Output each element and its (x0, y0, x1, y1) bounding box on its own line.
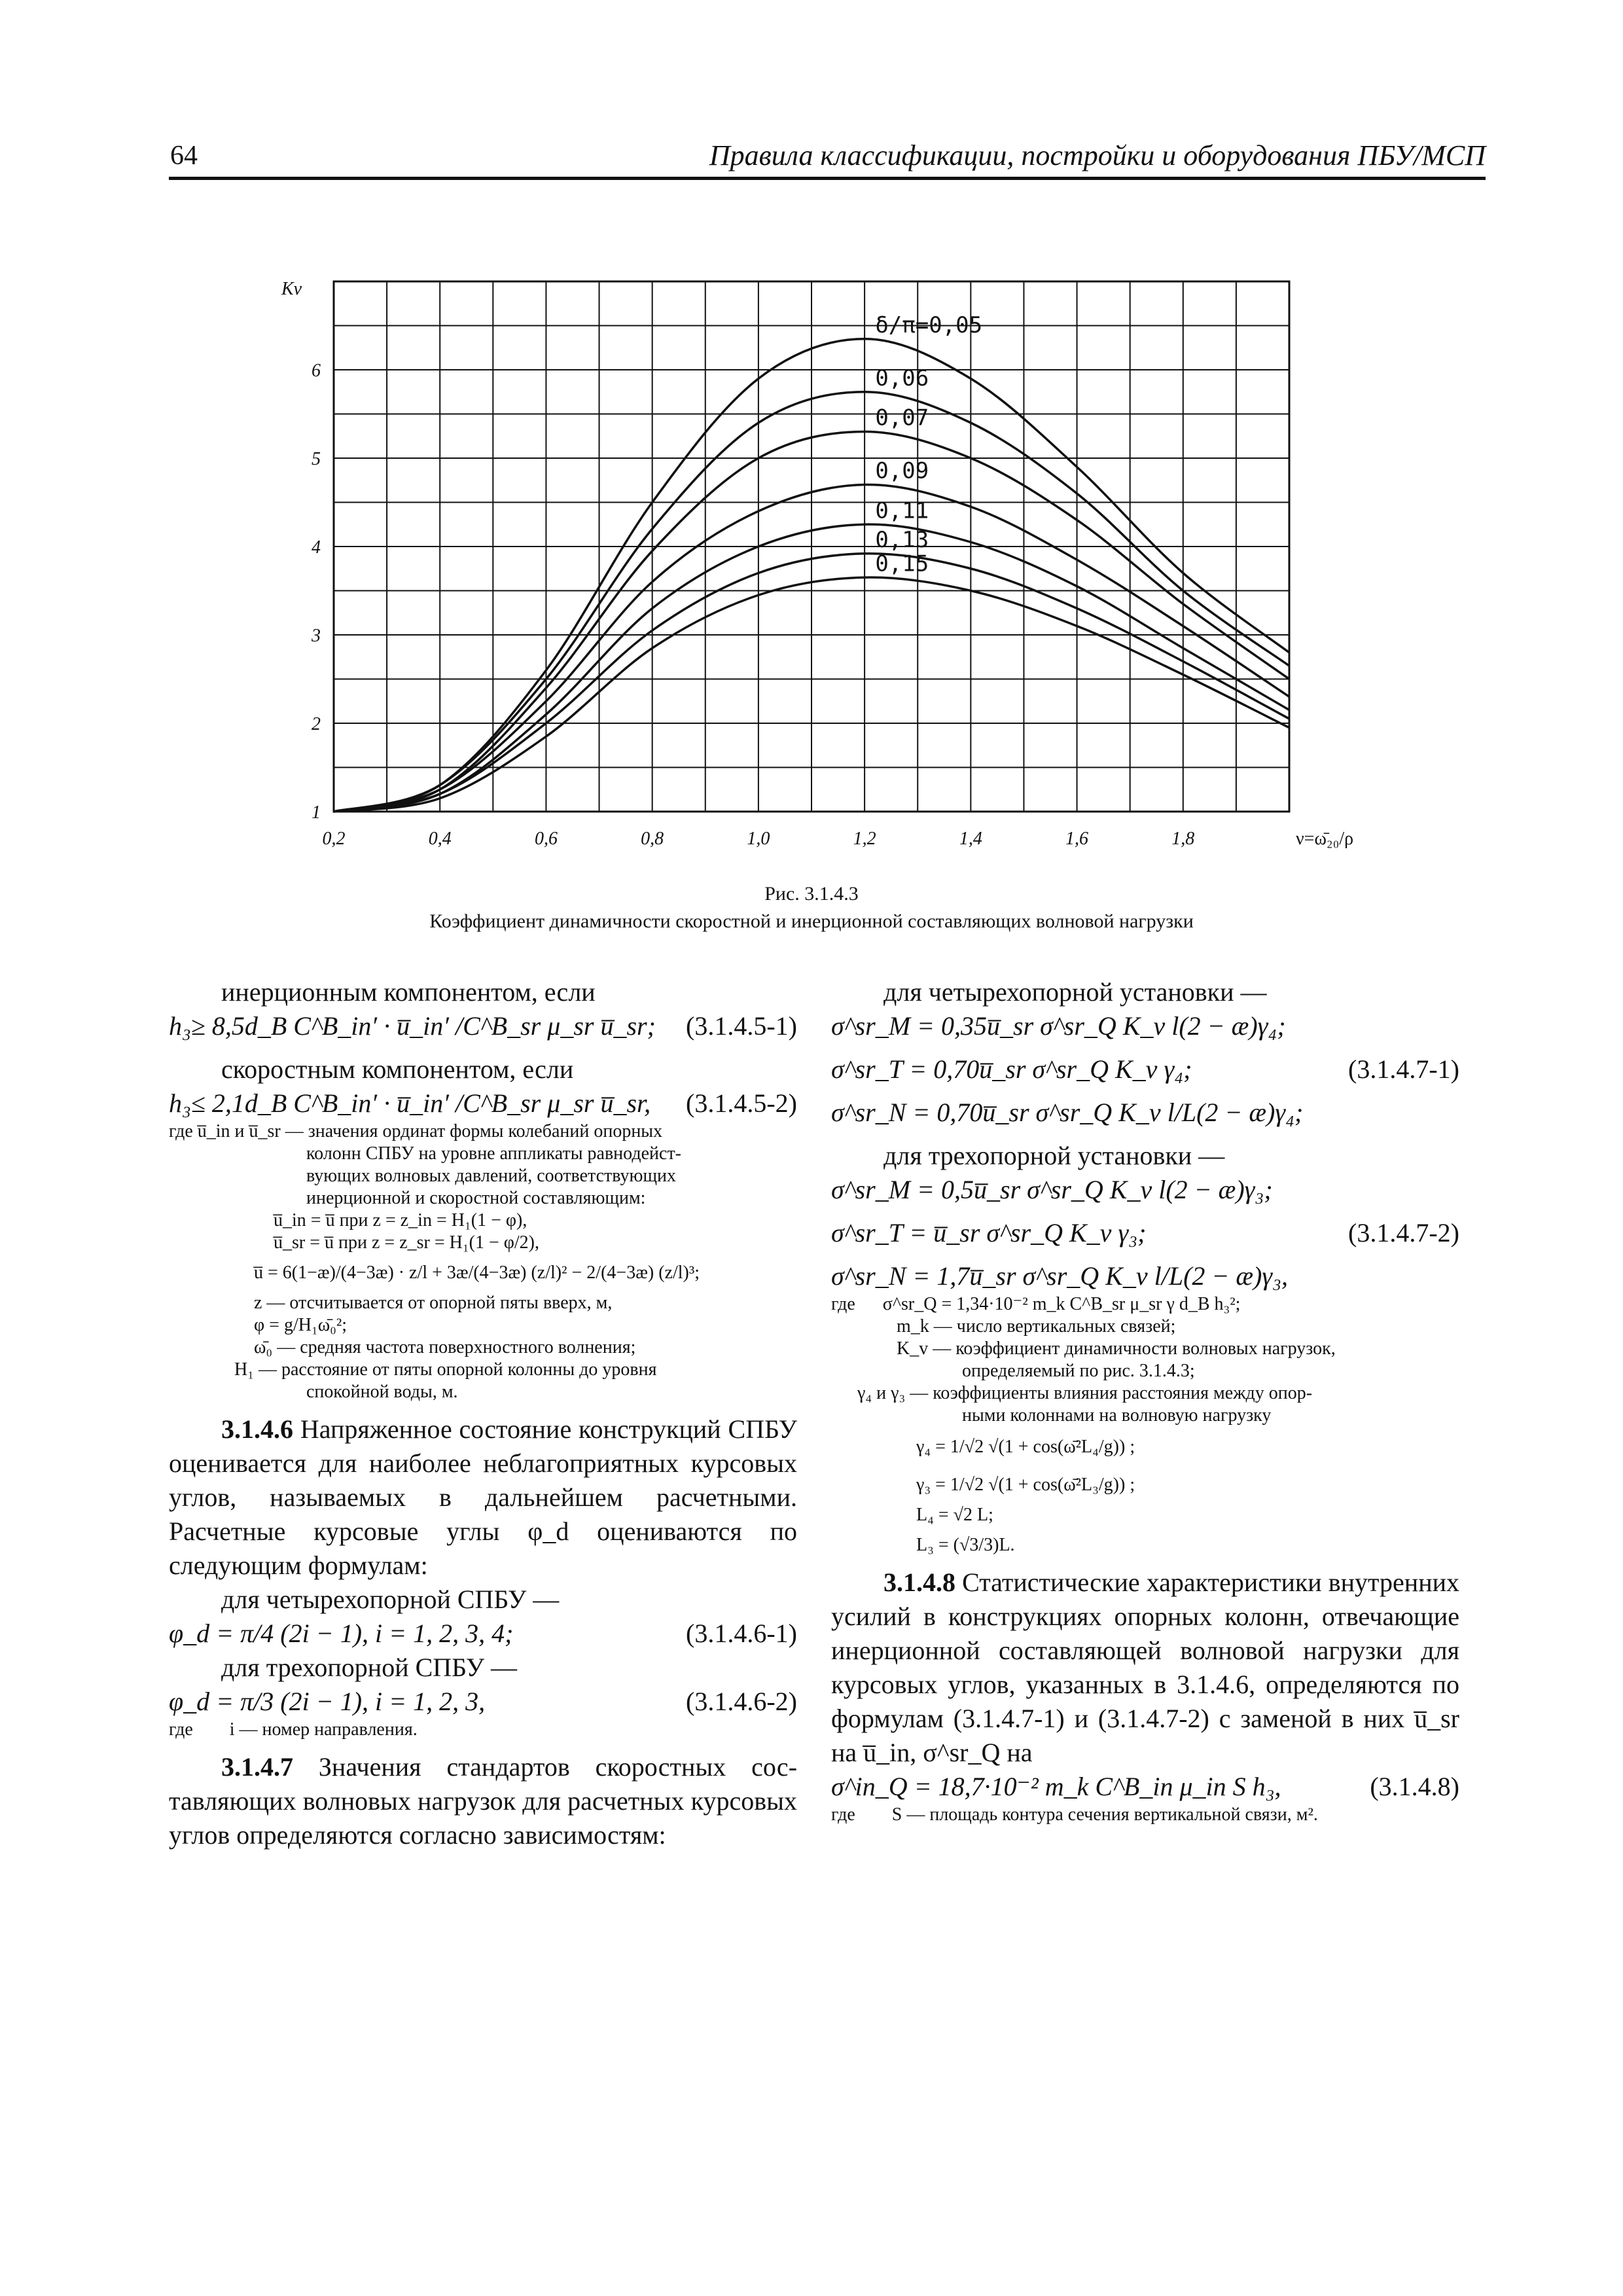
chart-ticks (311, 361, 1194, 849)
x-axis-label: ν=ω̄₂₀/ρ (1296, 829, 1354, 849)
figure-title: Коэффициент динамичности скоростной и инерционной составляющих волновой нагрузки (429, 910, 1194, 932)
where-line: определяемый по рис. 3.1.4.3; (962, 1361, 1195, 1381)
x-tick-label: 1,4 (959, 829, 982, 849)
y-tick-label: 1 (312, 802, 321, 823)
series-label: 0,06 (875, 365, 929, 391)
chart-svg (249, 262, 1387, 864)
where-line: где S — площадь контура сечения вертикальной связи, м². (831, 1804, 1318, 1825)
series-label: 0,09 (875, 457, 929, 484)
formula-line (169, 1009, 797, 1043)
figure-number: Рис. 3.1.4.3 (764, 883, 859, 905)
formula-line (831, 1216, 1459, 1250)
x-tick-label: 1,2 (853, 829, 876, 849)
series-label: 0,13 (875, 526, 929, 553)
where-line: L₃ = (√3/3)L. (916, 1535, 1015, 1555)
paragraph (831, 1566, 1459, 1770)
where-line: K_v — коэффициент динамичности волновых нагрузок, (897, 1338, 1336, 1359)
formula-line (169, 1617, 797, 1651)
equation-number: (3.1.4.7-2) (1348, 1218, 1459, 1247)
where-line: γ₄ и γ₃ — коэффициенты влияния расстояния между опор- (857, 1383, 1313, 1403)
paragraph-text: Значения стандартов скоростных составляющих волновых нагрузок для расчетных курсовых углов определяются согласно зависимостям: (169, 1752, 798, 1850)
equation-number: (3.1.4.6-1) (686, 1619, 797, 1648)
where-line: γ₄ = 1/√2 √(1 + cos(ω̄²L₄/g)) ; (916, 1437, 1135, 1457)
running-title: Правила классификации, постройки и оборудования ПБУ/МСП (709, 139, 1486, 171)
where-block (169, 1121, 797, 1403)
formula: σ^sr_M = 0,5u̅_sr σ^sr_Q K_v l(2 − æ)γ₃; (831, 1175, 1273, 1204)
where-line: L₄ = √2 L; (916, 1505, 993, 1525)
formula-line (831, 1259, 1459, 1293)
paragraph (169, 1412, 797, 1583)
equation-number: (3.1.4.6-2) (686, 1687, 797, 1716)
x-tick-label: 1,0 (747, 829, 770, 849)
paragraph-text: Напряженное состояние конструкций СПБУ оценивается для наиболее неблагоприятных курсовых углов, называемых в дальнейшем расчетными. Расчетные курсовые углы φ_d оцениваются по следующим формулам: (169, 1414, 798, 1580)
formula-line (831, 1009, 1459, 1043)
formula-line (831, 1052, 1459, 1086)
series-label: 0,11 (875, 497, 929, 524)
formula-line (831, 1173, 1459, 1207)
paragraph-text: Статистические характеристики внутренних усилий в конструкциях опорных колонн, отвечающие инерционной составляющей волновой нагрузки для курсовых углов, указанных в 3.1.4.6, определяются по формулам (3.1.4.7-1) и (3.1.4.7-2) с заменой в них u̅_sr на u̅_in, σ^sr_Q на (831, 1568, 1460, 1767)
section-number: 3.1.4.7 (221, 1752, 293, 1782)
formula-line (831, 1096, 1459, 1130)
text-line: инерционным компонентом, если (221, 977, 596, 1007)
right-column (831, 975, 1459, 1826)
where-line: H₁ — расстояние от пяты опорной колонны до уровня (234, 1359, 657, 1380)
where-line: u̅_in = u̅ при z = z_in = H₁(1 − φ), (274, 1210, 527, 1230)
text-line: для четырехопорной СПБУ — (221, 1585, 560, 1614)
left-column (169, 975, 797, 1852)
paragraph (169, 1750, 797, 1852)
where-line: ω̄₀ — средняя частота поверхностного волнения; (254, 1337, 636, 1357)
section-number: 3.1.4.8 (883, 1568, 955, 1597)
x-tick-label: 1,8 (1171, 829, 1195, 849)
formula: σ^sr_N = 1,7u̅_sr σ^sr_Q K_v l/L(2 − æ)γ₃, (831, 1261, 1289, 1291)
x-tick-label: 0,8 (641, 829, 664, 849)
y-tick-label: 2 (312, 714, 321, 734)
text-line: скоростным компонентом, если (221, 1054, 574, 1084)
where-line: где σ^sr_Q = 1,34·10⁻² m_k C^B_sr μ_sr γ d_B h₃²; (831, 1294, 1241, 1314)
series-label: 0,15 (875, 550, 929, 577)
formula-line (831, 1770, 1459, 1804)
chart-grid (334, 281, 1289, 812)
where-line: m_k — число вертикальных связей; (897, 1316, 1176, 1336)
where-line: u̅_sr = u̅ при z = z_sr = H₁(1 − φ/2), (274, 1232, 539, 1253)
where-line: γ₃ = 1/√2 √(1 + cos(ω̄²L₃/g)) ; (916, 1475, 1135, 1495)
equation-number: (3.1.4.8) (1370, 1772, 1459, 1801)
formula: σ^sr_N = 0,70u̅_sr σ^sr_Q K_v l/L(2 − æ)γ₄; (831, 1098, 1304, 1127)
formula: h₃≥ 8,5d_B C^B_in′ · u̅_in′ /C^B_sr μ_sr u̅_sr; (169, 1011, 656, 1041)
equation-number: (3.1.4.5-1) (686, 1011, 797, 1041)
figure-caption (0, 880, 1623, 935)
where-line: z — отсчитывается от опорной пяты вверх, м, (254, 1293, 613, 1313)
y-tick-label: 5 (312, 449, 321, 469)
x-tick-label: 0,4 (428, 829, 452, 849)
y-tick-label: 6 (312, 361, 321, 381)
header-rule (169, 177, 1486, 180)
series-label: δ/π=0,05 (875, 312, 983, 338)
text-line: для четырехопорной установки — (883, 977, 1267, 1007)
x-tick-label: 0,6 (534, 829, 558, 849)
x-tick-label: 1,6 (1065, 829, 1089, 849)
formula: σ^in_Q = 18,7·10⁻² m_k C^B_in μ_in S h₃, (831, 1772, 1281, 1801)
formula: φ_d = π/4 (2i − 1), i = 1, 2, 3, 4; (169, 1619, 514, 1648)
where-line: где i — номер направления. (169, 1719, 418, 1740)
where-block (831, 1293, 1459, 1556)
formula: σ^sr_T = u̅_sr σ^sr_Q K_v γ₃; (831, 1218, 1147, 1247)
where-line: спокойной воды, м. (306, 1382, 458, 1402)
formula-line (169, 1086, 797, 1121)
y-tick-label: 3 (312, 626, 321, 646)
y-axis-label: Kv (281, 279, 302, 299)
series-label: 0,07 (875, 404, 929, 431)
formula: h₃≤ 2,1d_B C^B_in′ · u̅_in′ /C^B_sr μ_sr u̅_sr, (169, 1088, 651, 1118)
where-line: инерционной и скоростной составляющим: (306, 1188, 646, 1208)
where-line: φ = g/H₁ω̄₀²; (254, 1315, 348, 1335)
y-tick-label: 4 (312, 537, 321, 558)
where-line: где u̅_in и u̅_sr — значения ординат формы колебаний опорных (169, 1121, 663, 1141)
dynamic-coefficient-chart (249, 262, 1387, 864)
equation-number: (3.1.4.5-2) (686, 1088, 797, 1118)
where-line: u̅ = 6(1−æ)/(4−3æ) · z/l + 3æ/(4−3æ) (z/l)² − 2/(4−3æ) (z/l)³; (254, 1263, 700, 1283)
formula-line (169, 1685, 797, 1719)
text-line: для трехопорной установки — (883, 1141, 1225, 1170)
page-number: 64 (170, 141, 198, 171)
x-tick-label: 0,2 (322, 829, 346, 849)
section-number: 3.1.4.6 (221, 1414, 293, 1444)
chart-labels (281, 279, 1353, 849)
text-line: для трехопорной СПБУ — (221, 1653, 518, 1682)
where-line: ными колоннами на волновую нагрузку (962, 1405, 1272, 1426)
formula: σ^sr_M = 0,35u̅_sr σ^sr_Q K_v l(2 − æ)γ₄; (831, 1011, 1286, 1041)
formula: φ_d = π/3 (2i − 1), i = 1, 2, 3, (169, 1687, 486, 1716)
formula: σ^sr_T = 0,70u̅_sr σ^sr_Q K_v γ₄; (831, 1054, 1192, 1084)
equation-number: (3.1.4.7-1) (1348, 1054, 1459, 1084)
where-line: колонн СПБУ на уровне аппликаты равнодейст- (306, 1143, 682, 1164)
where-line: вующих волновых давлений, соответствующих (306, 1166, 677, 1186)
